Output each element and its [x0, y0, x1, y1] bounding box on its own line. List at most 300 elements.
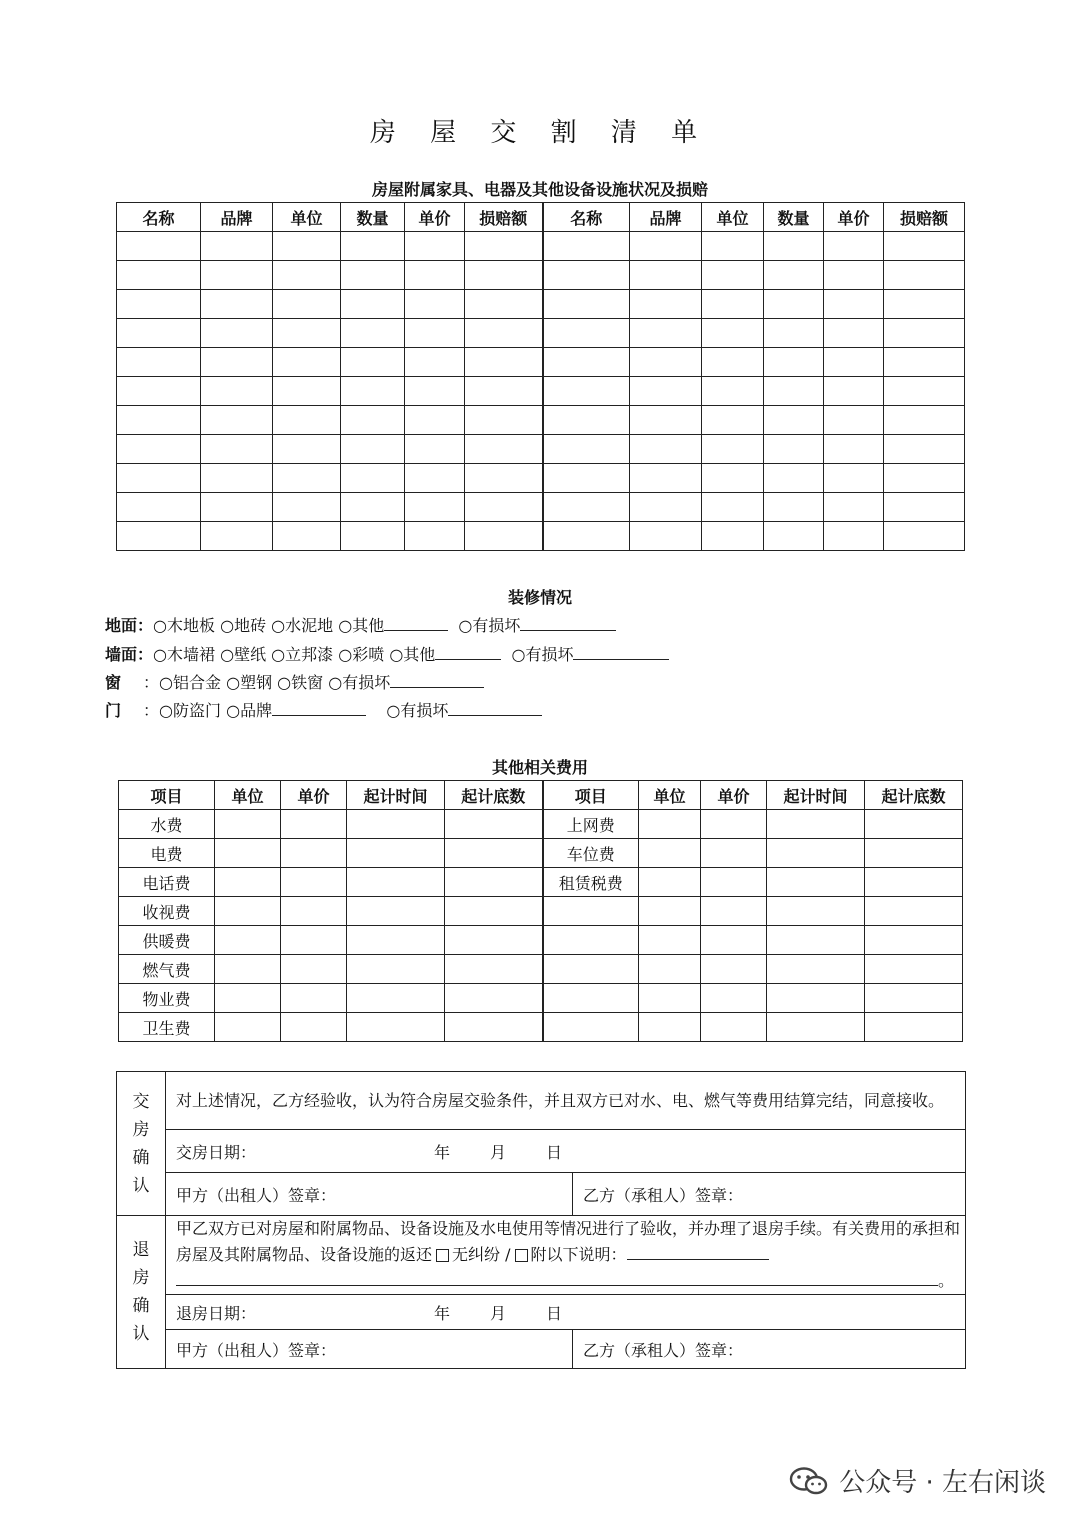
fees-cell[interactable] [347, 955, 445, 984]
furniture-cell[interactable] [702, 406, 764, 435]
furniture-header-cell: 损赔额 [465, 203, 543, 232]
furniture-subtitle: 房屋附属家具、电器及其他设备设施状况及损赔 [371, 180, 708, 199]
fees-header-cell: 单位 [639, 781, 701, 810]
fees-cell[interactable] [701, 839, 767, 868]
furniture-row [117, 290, 965, 319]
furniture-cell[interactable] [405, 261, 465, 290]
furniture-cell[interactable] [702, 464, 764, 493]
wall-label: 墙面： [105, 645, 154, 664]
fee-item-label: 收视费 [119, 897, 215, 926]
watermark-text: 公众号 · 左右闲谈 [839, 1468, 1046, 1498]
door-label: 门 [105, 701, 122, 720]
furniture-cell[interactable] [405, 435, 465, 464]
handover-date-row[interactable]: 交房日期： 年 月 日 [166, 1130, 966, 1173]
note-blank-1[interactable] [627, 1245, 769, 1260]
fee-item-label: 车位费 [543, 839, 639, 868]
fees-row [119, 897, 963, 926]
fees-cell[interactable] [281, 984, 347, 1013]
wechat-icon [789, 1466, 829, 1496]
furniture-cell[interactable] [630, 261, 702, 290]
furniture-header-cell: 单价 [405, 203, 465, 232]
fees-cell[interactable] [347, 926, 445, 955]
furniture-cell[interactable] [117, 261, 201, 290]
handover-statement: 对上述情况，乙方经验收，认为符合房屋交验条件，并且双方已对水、电、燃气等费用结算完结，同意接收。 [166, 1072, 966, 1130]
fees-cell[interactable] [865, 839, 963, 868]
fees-cell[interactable] [215, 984, 281, 1013]
furniture-cell[interactable] [273, 464, 341, 493]
furniture-header-cell: 单价 [824, 203, 884, 232]
checkout-date-label: 退房日期： [176, 1303, 257, 1323]
fees-row [119, 955, 963, 984]
furniture-row [117, 493, 965, 522]
furniture-row [117, 464, 965, 493]
floor-option[interactable]: ○水泥地 [271, 616, 334, 635]
furniture-row [117, 261, 965, 290]
fee-item-label: 电话费 [119, 868, 215, 897]
furniture-cell[interactable] [117, 464, 201, 493]
floor-line [105, 613, 616, 636]
furniture-cell[interactable] [702, 493, 764, 522]
furniture-cell[interactable] [884, 377, 965, 406]
furniture-cell[interactable] [630, 493, 702, 522]
furniture-cell[interactable] [764, 232, 824, 261]
furniture-cell[interactable] [702, 319, 764, 348]
furniture-cell[interactable] [117, 522, 201, 551]
option-separator: / [505, 1245, 511, 1264]
door-line [105, 698, 542, 721]
furniture-header-cell: 名称 [543, 203, 630, 232]
fees-header-cell: 单价 [281, 781, 347, 810]
furniture-row [117, 522, 965, 551]
furniture-cell[interactable] [273, 319, 341, 348]
furniture-header-cell: 数量 [764, 203, 824, 232]
fees-cell[interactable] [701, 984, 767, 1013]
decoration-subtitle: 装修情况 [507, 588, 572, 607]
door-option[interactable]: ○防盗门 [159, 701, 221, 720]
furniture-cell[interactable] [465, 493, 543, 522]
furniture-cell[interactable] [465, 377, 543, 406]
fees-header-cell: 单价 [701, 781, 767, 810]
furniture-cell[interactable] [824, 493, 884, 522]
fees-cell[interactable] [701, 926, 767, 955]
furniture-cell[interactable] [824, 464, 884, 493]
window-damage-option[interactable]: ○有损坏 [328, 673, 391, 692]
furniture-cell[interactable] [630, 348, 702, 377]
fee-item-label: 燃气费 [119, 955, 215, 984]
fees-cell[interactable] [767, 984, 865, 1013]
window-damage-blank[interactable] [390, 673, 484, 688]
furniture-cell[interactable] [824, 377, 884, 406]
fees-header-cell: 单位 [215, 781, 281, 810]
door-damage-option[interactable]: ○有损坏 [386, 701, 449, 720]
furniture-cell[interactable] [824, 261, 884, 290]
furniture-cell[interactable] [201, 290, 273, 319]
fees-cell[interactable] [865, 926, 963, 955]
fees-cell[interactable] [865, 868, 963, 897]
fees-cell[interactable] [639, 984, 701, 1013]
fees-cell[interactable] [865, 955, 963, 984]
furniture-cell[interactable] [201, 435, 273, 464]
furniture-cell[interactable] [702, 348, 764, 377]
fee-item-label: 卫生费 [119, 1013, 215, 1042]
floor-other-blank[interactable] [384, 616, 448, 631]
fees-cell[interactable] [639, 955, 701, 984]
furniture-cell[interactable] [543, 232, 630, 261]
fees-cell[interactable] [445, 897, 543, 926]
furniture-cell[interactable] [201, 261, 273, 290]
furniture-row [117, 435, 965, 464]
furniture-cell[interactable] [630, 406, 702, 435]
checkout-date-row[interactable]: 退房日期： 年 月 日 [166, 1295, 966, 1330]
furniture-cell[interactable] [702, 377, 764, 406]
fees-row [119, 868, 963, 897]
fees-cell[interactable] [215, 810, 281, 839]
furniture-cell[interactable] [405, 319, 465, 348]
floor-damage-blank[interactable] [520, 616, 616, 631]
furniture-cell[interactable] [465, 348, 543, 377]
furniture-cell[interactable] [201, 464, 273, 493]
furniture-cell[interactable] [117, 348, 201, 377]
fees-cell[interactable] [767, 926, 865, 955]
furniture-cell[interactable] [117, 232, 201, 261]
fees-cell[interactable] [639, 1013, 701, 1042]
fees-cell[interactable] [701, 810, 767, 839]
furniture-cell[interactable] [824, 522, 884, 551]
furniture-cell[interactable] [341, 464, 405, 493]
furniture-cell[interactable] [630, 522, 702, 551]
furniture-cell[interactable] [630, 319, 702, 348]
furniture-cell[interactable] [117, 290, 201, 319]
fees-cell[interactable] [281, 1013, 347, 1042]
furniture-cell[interactable] [824, 348, 884, 377]
window-option[interactable]: ○铁窗 [277, 673, 324, 692]
fees-cell[interactable] [347, 839, 445, 868]
fees-cell[interactable] [281, 839, 347, 868]
furniture-cell[interactable] [764, 464, 824, 493]
furniture-cell[interactable] [273, 348, 341, 377]
furniture-cell[interactable] [630, 290, 702, 319]
window-label: 窗 [105, 673, 122, 692]
fees-row [119, 926, 963, 955]
handover-party-b-signature[interactable]: 乙方（承租人）签章： [573, 1173, 966, 1216]
checkout-party-a-signature[interactable]: 甲方（出租人）签章： [166, 1330, 573, 1369]
wall-option[interactable]: ○彩喷 [338, 645, 385, 664]
furniture-cell[interactable] [702, 290, 764, 319]
furniture-cell[interactable] [543, 406, 630, 435]
furniture-cell[interactable] [201, 348, 273, 377]
window-line [105, 670, 484, 693]
furniture-cell[interactable] [543, 348, 630, 377]
fees-cell[interactable] [865, 897, 963, 926]
furniture-table [116, 202, 965, 551]
furniture-cell[interactable] [273, 290, 341, 319]
furniture-cell[interactable] [465, 464, 543, 493]
fees-cell[interactable] [701, 1013, 767, 1042]
furniture-cell[interactable] [764, 319, 824, 348]
fees-cell[interactable] [701, 897, 767, 926]
furniture-cell[interactable] [884, 261, 965, 290]
furniture-cell[interactable] [201, 522, 273, 551]
fees-cell[interactable] [865, 1013, 963, 1042]
furniture-cell[interactable] [543, 377, 630, 406]
furniture-cell[interactable] [273, 232, 341, 261]
furniture-cell[interactable] [884, 348, 965, 377]
fees-cell[interactable] [281, 868, 347, 897]
door-brand-blank[interactable] [272, 701, 366, 716]
furniture-cell[interactable] [341, 435, 405, 464]
fees-cell[interactable] [445, 955, 543, 984]
furniture-cell[interactable] [465, 232, 543, 261]
fee-item-label: 上网费 [543, 810, 639, 839]
checkout-party-b-signature[interactable]: 乙方（承租人）签章： [573, 1330, 966, 1369]
note-period: 。 [938, 1271, 955, 1290]
door-colon: ： [143, 701, 160, 720]
furniture-cell[interactable] [405, 406, 465, 435]
furniture-cell[interactable] [201, 232, 273, 261]
fees-cell[interactable] [445, 839, 543, 868]
furniture-cell[interactable] [273, 261, 341, 290]
furniture-cell[interactable] [465, 290, 543, 319]
furniture-cell[interactable] [630, 435, 702, 464]
fees-cell[interactable] [865, 810, 963, 839]
fees-cell[interactable] [445, 984, 543, 1013]
fees-cell[interactable] [445, 810, 543, 839]
fees-cell[interactable] [281, 897, 347, 926]
furniture-cell[interactable] [405, 348, 465, 377]
furniture-cell[interactable] [884, 290, 965, 319]
furniture-cell[interactable] [273, 435, 341, 464]
furniture-cell[interactable] [465, 406, 543, 435]
fees-cell[interactable] [767, 1013, 865, 1042]
door-damage-blank[interactable] [448, 701, 542, 716]
wall-option[interactable]: ○壁纸 [220, 645, 267, 664]
furniture-cell[interactable] [117, 377, 201, 406]
fees-cell[interactable] [347, 1013, 445, 1042]
furniture-cell[interactable] [824, 435, 884, 464]
fees-cell[interactable] [767, 839, 865, 868]
wall-other-blank[interactable] [435, 645, 501, 660]
furniture-cell[interactable] [117, 493, 201, 522]
furniture-cell[interactable] [884, 406, 965, 435]
furniture-cell[interactable] [630, 464, 702, 493]
fees-row [119, 810, 963, 839]
fees-cell[interactable] [639, 926, 701, 955]
furniture-cell[interactable] [405, 232, 465, 261]
fees-table [118, 780, 963, 1042]
furniture-row [117, 348, 965, 377]
fees-cell[interactable] [865, 984, 963, 1013]
furniture-cell[interactable] [543, 522, 630, 551]
fees-subtitle: 其他相关费用 [491, 758, 588, 777]
furniture-cell[interactable] [702, 522, 764, 551]
furniture-cell[interactable] [702, 232, 764, 261]
furniture-cell[interactable] [341, 261, 405, 290]
fees-cell[interactable] [215, 839, 281, 868]
furniture-cell[interactable] [341, 377, 405, 406]
furniture-cell[interactable] [630, 377, 702, 406]
handover-party-a-signature[interactable]: 甲方（出租人）签章： [166, 1173, 573, 1216]
fees-cell[interactable] [639, 839, 701, 868]
fee-item-label: 供暖费 [119, 926, 215, 955]
furniture-cell[interactable] [405, 464, 465, 493]
furniture-cell[interactable] [764, 261, 824, 290]
furniture-cell[interactable] [764, 290, 824, 319]
fees-cell[interactable] [639, 810, 701, 839]
fees-header-cell: 项目 [119, 781, 215, 810]
furniture-cell[interactable] [341, 522, 405, 551]
furniture-cell[interactable] [273, 377, 341, 406]
furniture-cell[interactable] [273, 493, 341, 522]
floor-option[interactable]: ○其他 [338, 616, 385, 635]
furniture-cell[interactable] [341, 319, 405, 348]
furniture-cell[interactable] [465, 319, 543, 348]
furniture-cell[interactable] [201, 493, 273, 522]
floor-option[interactable]: ○木地板 [153, 616, 215, 635]
fees-cell[interactable] [347, 897, 445, 926]
fees-header-cell: 起计底数 [445, 781, 543, 810]
floor-label: 地面： [105, 616, 154, 635]
furniture-cell[interactable] [884, 522, 965, 551]
fee-item-label [543, 897, 639, 926]
fees-header-cell: 起计时间 [767, 781, 865, 810]
furniture-cell[interactable] [702, 261, 764, 290]
furniture-cell[interactable] [884, 464, 965, 493]
furniture-cell[interactable] [764, 377, 824, 406]
furniture-cell[interactable] [543, 435, 630, 464]
furniture-cell[interactable] [543, 464, 630, 493]
furniture-cell[interactable] [405, 493, 465, 522]
wall-option[interactable]: ○立邦漆 [271, 645, 334, 664]
fees-cell[interactable] [347, 984, 445, 1013]
furniture-cell[interactable] [117, 435, 201, 464]
furniture-cell[interactable] [884, 232, 965, 261]
fees-row [119, 839, 963, 868]
fees-cell[interactable] [445, 926, 543, 955]
furniture-row [117, 319, 965, 348]
floor-option[interactable]: ○地砖 [220, 616, 267, 635]
furniture-cell[interactable] [117, 406, 201, 435]
fees-cell[interactable] [347, 810, 445, 839]
no-dispute-label: 无纠纷 [452, 1245, 501, 1264]
furniture-header-cell: 名称 [117, 203, 201, 232]
furniture-cell[interactable] [764, 493, 824, 522]
fee-item-label: 租赁税费 [543, 868, 639, 897]
furniture-cell[interactable] [405, 377, 465, 406]
no-dispute-checkbox[interactable] [436, 1249, 449, 1262]
furniture-row [117, 406, 965, 435]
wall-option[interactable]: ○木墙裙 [153, 645, 215, 664]
furniture-cell[interactable] [764, 435, 824, 464]
furniture-cell[interactable] [630, 232, 702, 261]
checkout-side-label: 退 房 确 认 [117, 1216, 166, 1369]
window-option[interactable]: ○铝合金 [159, 673, 221, 692]
fees-cell[interactable] [215, 868, 281, 897]
fees-cell[interactable] [215, 897, 281, 926]
furniture-cell[interactable] [884, 435, 965, 464]
furniture-cell[interactable] [824, 290, 884, 319]
fees-cell[interactable] [701, 955, 767, 984]
fees-cell[interactable] [639, 868, 701, 897]
furniture-cell[interactable] [824, 232, 884, 261]
floor-damage-option[interactable]: ○有损坏 [453, 616, 521, 635]
furniture-cell[interactable] [201, 377, 273, 406]
fees-header-cell: 项目 [543, 781, 639, 810]
furniture-cell[interactable] [543, 319, 630, 348]
fees-cell[interactable] [281, 926, 347, 955]
furniture-cell[interactable] [341, 348, 405, 377]
fees-cell[interactable] [767, 955, 865, 984]
fees-cell[interactable] [281, 810, 347, 839]
fees-cell[interactable] [281, 955, 347, 984]
furniture-cell[interactable] [201, 406, 273, 435]
fees-cell[interactable] [215, 926, 281, 955]
furniture-header-cell: 单位 [702, 203, 764, 232]
furniture-cell[interactable] [465, 261, 543, 290]
door-option[interactable]: ○品牌 [226, 701, 273, 720]
furniture-cell[interactable] [405, 290, 465, 319]
fees-cell[interactable] [767, 868, 865, 897]
fees-cell[interactable] [767, 897, 865, 926]
furniture-cell[interactable] [543, 261, 630, 290]
note-blank-2[interactable] [176, 1271, 938, 1286]
furniture-cell[interactable] [341, 290, 405, 319]
furniture-cell[interactable] [341, 406, 405, 435]
fees-cell[interactable] [701, 868, 767, 897]
fees-cell[interactable] [215, 955, 281, 984]
furniture-header-cell: 损赔额 [884, 203, 965, 232]
wall-damage-option[interactable]: ○有损坏 [506, 645, 574, 664]
furniture-cell[interactable] [341, 232, 405, 261]
furniture-header-cell: 品牌 [630, 203, 702, 232]
wall-option[interactable]: ○其他 [389, 645, 436, 664]
furniture-header-cell: 品牌 [201, 203, 273, 232]
fees-cell[interactable] [445, 1013, 543, 1042]
furniture-cell[interactable] [273, 406, 341, 435]
furniture-cell[interactable] [764, 348, 824, 377]
furniture-cell[interactable] [405, 522, 465, 551]
note-checkbox[interactable] [515, 1249, 528, 1262]
furniture-cell[interactable] [764, 406, 824, 435]
furniture-cell[interactable] [884, 319, 965, 348]
fees-cell[interactable] [639, 897, 701, 926]
furniture-cell[interactable] [117, 319, 201, 348]
furniture-cell[interactable] [702, 435, 764, 464]
wall-damage-blank[interactable] [573, 645, 669, 660]
fees-cell[interactable] [347, 868, 445, 897]
furniture-cell[interactable] [884, 493, 965, 522]
page-title: 房 屋 交 割 清 单 [369, 118, 711, 148]
fees-row [119, 984, 963, 1013]
furniture-cell[interactable] [543, 290, 630, 319]
furniture-cell[interactable] [201, 319, 273, 348]
furniture-cell[interactable] [764, 522, 824, 551]
furniture-cell[interactable] [341, 493, 405, 522]
furniture-cell[interactable] [273, 522, 341, 551]
handover-side-label: 交 房 确 认 [117, 1072, 166, 1216]
checkout-statement: 甲乙双方已对房屋和附属物品、设备设施及水电使用等情况进行了验收，并办理了退房手续。有关费用的承担和房屋及其附属物品、设备设施的返还 无纠纷 / 附以下说明： 。 [166, 1216, 966, 1295]
fees-cell[interactable] [767, 810, 865, 839]
fee-item-label [543, 1013, 639, 1042]
furniture-cell[interactable] [824, 319, 884, 348]
furniture-cell[interactable] [824, 406, 884, 435]
fee-item-label [543, 926, 639, 955]
furniture-cell[interactable] [543, 493, 630, 522]
furniture-cell[interactable] [465, 435, 543, 464]
fees-cell[interactable] [445, 868, 543, 897]
fees-cell[interactable] [215, 1013, 281, 1042]
furniture-cell[interactable] [465, 522, 543, 551]
window-option[interactable]: ○塑钢 [226, 673, 273, 692]
